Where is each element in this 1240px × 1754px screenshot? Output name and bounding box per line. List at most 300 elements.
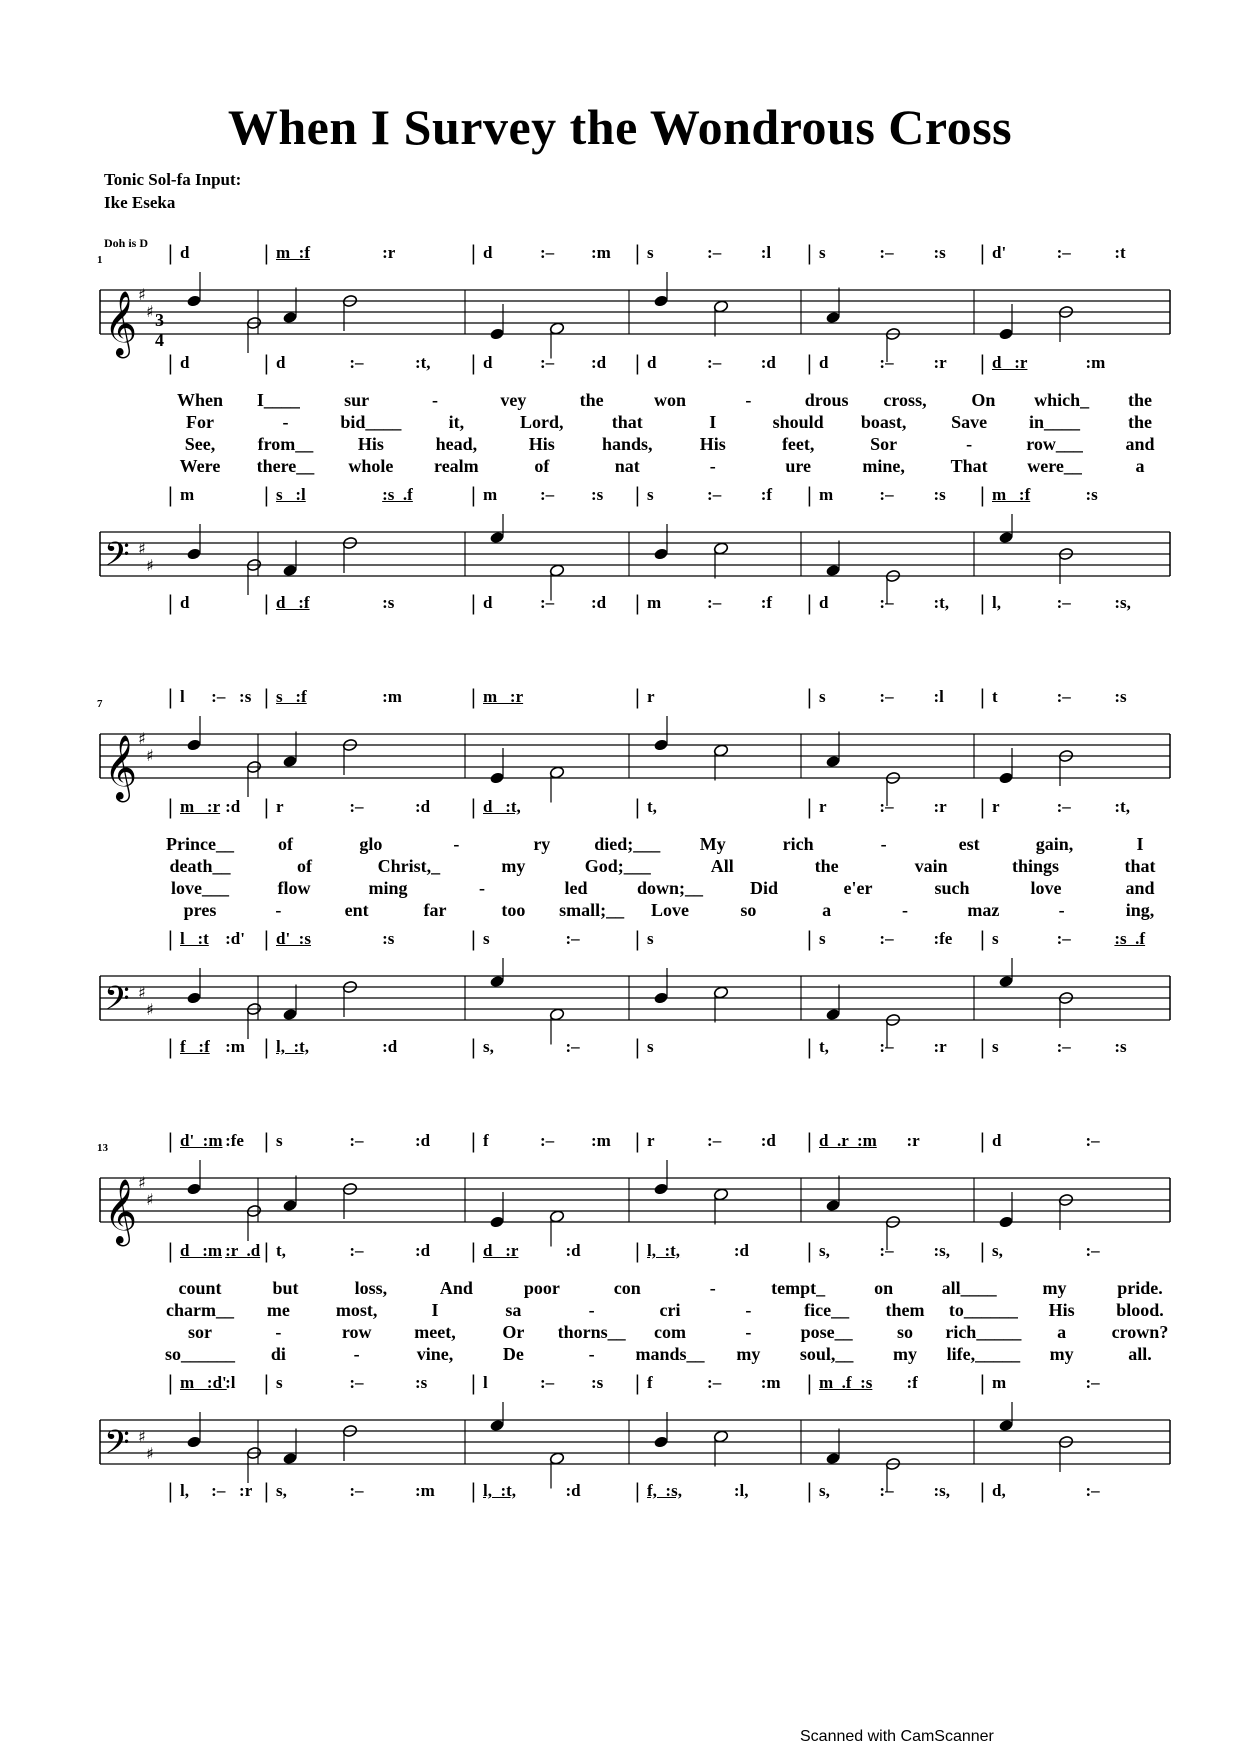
barline: | [264,1034,269,1059]
lyric-syllable: died;___ [594,834,661,854]
lyric-syllable: For [186,412,214,432]
bass-solfa-note: d :f [276,593,310,612]
tenor-solfa-note: s [483,929,490,948]
alto-solfa-note: :d [414,797,431,816]
bass-solfa-note: :d [382,1037,398,1056]
lyric-syllable: a [822,900,832,920]
lyric-syllable: and [1125,878,1155,898]
lyric-syllable: the [579,390,604,410]
lyric-syllable: I [709,412,717,432]
lyric-verse-2 [0,856,1240,878]
barline: | [471,482,476,507]
lyric-syllable: My [699,834,726,854]
sharp-icon: ♯ [138,539,146,558]
lyric-syllable: sa [505,1300,522,1320]
soprano-solfa-note: :– [1056,243,1071,262]
bass-solfa-note: s, [819,1481,830,1500]
alto-solfa-note: :– [349,797,364,816]
barline: | [168,926,173,951]
tenor-solfa-note: :f [760,485,773,504]
lyric-syllable: boast, [860,412,907,432]
sharp-icon: ♯ [138,729,146,748]
lyric-syllable: pose__ [800,1322,853,1342]
lyric-verse-3 [0,878,1240,900]
barline: | [264,350,269,375]
lyric-syllable: small;__ [559,900,625,920]
bass-staff [0,514,1240,604]
alto-solfa-note: m :r [180,797,221,816]
tenor-solfa-note: :fe [933,929,953,948]
barline: | [264,684,269,709]
lyric-syllable: death__ [169,856,231,876]
soprano-solfa-note: r [647,687,655,706]
bass-solfa-note: d [483,593,493,612]
bass-solfa-note: :r [239,1481,253,1500]
barline: | [635,240,640,265]
barline: | [807,482,812,507]
lyric-syllable: nat [614,456,640,476]
bass-solfa-note: d, [992,1481,1006,1500]
bass-staff [0,958,1240,1048]
soprano-solfa-note: :m [591,1131,611,1150]
lyric-syllable: tempt_ [771,1278,826,1298]
alto-solfa-note: :r [933,797,947,816]
lyric-syllable: Prince__ [166,834,234,854]
soprano-solfa-note: t [992,687,998,706]
page-title: When I Survey the Wondrous Cross [227,99,1013,155]
lyric-syllable: I [431,1300,439,1320]
lyric-syllable: life,_____ [946,1344,1021,1364]
treble-clef-icon: 𝄞 [104,735,138,800]
lyric-syllable: my [1042,1278,1067,1298]
lyric-syllable: See, [184,434,216,454]
lyric-syllable: whole [348,456,394,476]
tenor-solfa-note: :s [382,929,395,948]
barline: | [471,1478,476,1503]
barline: | [980,1370,985,1395]
barline: | [264,590,269,615]
alto-solfa-note: :– [879,797,894,816]
alto-solfa-note: r [819,797,827,816]
lyric-syllable: poor [523,1278,560,1298]
tenor-solfa-note: m [483,485,498,504]
lyric-syllable: soul,__ [799,1344,854,1364]
lyric-syllable: - [353,1344,360,1364]
tenor-solfa-note: s [992,929,999,948]
alto-solfa-note: r [276,797,284,816]
bass-solfa-note: :– [349,1481,364,1500]
sharp-icon: ♯ [146,1190,154,1209]
lyric-syllable: That [950,456,988,476]
alto-solfa-note: :m [1085,353,1106,372]
soprano-solfa-note: s [647,243,654,262]
bass-solfa-note: :r [933,1037,947,1056]
lyric-syllable: - [588,1300,595,1320]
sharp-icon: ♯ [138,285,146,304]
soprano-solfa-note: r [647,1131,655,1150]
lyric-syllable: - [709,456,716,476]
bass-solfa-note: s [647,1037,654,1056]
soprano-solfa-note: :– [540,243,555,262]
tenor-solfa-note: :– [707,485,722,504]
alto-solfa-note: :– [879,1241,894,1260]
soprano-solfa-note: :l [933,687,944,706]
barline: | [168,1128,173,1153]
sharp-icon: ♯ [138,983,146,1002]
barline: | [168,1370,173,1395]
lyric-syllable: but [272,1278,299,1298]
barline: | [980,684,985,709]
alto-solfa-row [0,1240,1240,1268]
lyric-syllable: His [528,434,555,454]
lyric-syllable: so [740,900,757,920]
scanner-watermark: Scanned with CamScanner [800,1728,994,1745]
treble-staff [0,272,1240,362]
soprano-solfa-note: :s [933,243,946,262]
tenor-solfa-note: :– [707,1373,722,1392]
barline: | [807,350,812,375]
lyric-syllable: All [710,856,734,876]
alto-solfa-note: t, [276,1241,286,1260]
alto-solfa-note: :t, [1114,797,1130,816]
lyric-syllable: should [772,412,824,432]
lyric-syllable: down;__ [636,878,703,898]
alto-solfa-note: d [483,353,493,372]
lyric-syllable: a [1057,1322,1067,1342]
tenor-solfa-row [0,1372,1240,1400]
alto-solfa-note: l, :t, [647,1241,681,1260]
tenor-solfa-note: :– [879,929,894,948]
barline: | [471,1238,476,1263]
barline: | [471,350,476,375]
lyric-verse-1 [0,834,1240,856]
bass-solfa-note: :– [707,593,722,612]
tenor-solfa-row [0,928,1240,956]
bass-solfa-note: :d [591,593,607,612]
bass-solfa-note: :s, [933,1481,950,1500]
alto-solfa-note: :d [565,1241,581,1260]
lyric-syllable: Save [951,412,988,432]
bass-solfa-note: f, :s, [647,1481,682,1500]
lyric-syllable: count [178,1278,222,1298]
lyric-syllable: hands, [601,434,653,454]
bass-staff [0,1402,1240,1492]
barline: | [807,1034,812,1059]
barline: | [471,1128,476,1153]
soprano-solfa-note: :– [707,243,722,262]
measure-number: 7 [97,698,103,710]
lyric-syllable: most, [335,1300,378,1320]
bass-solfa-note: :f [760,593,773,612]
lyric-syllable: far [423,900,447,920]
tenor-solfa-note: :– [349,1373,364,1392]
tenor-solfa-note: :s [1085,485,1098,504]
sharp-icon: ♯ [146,302,154,321]
lyric-syllable: And [439,1278,473,1298]
bass-solfa-note: :l, [733,1481,749,1500]
bass-solfa-note: f :f [180,1037,210,1056]
lyric-syllable: His [699,434,726,454]
alto-solfa-note: :t, [414,353,431,372]
sharp-icon: ♯ [146,746,154,765]
alto-solfa-note: d [819,353,829,372]
lyric-syllable: pride. [1117,1278,1163,1298]
alto-solfa-note: d [647,353,657,372]
lyric-syllable: - [966,434,973,454]
barline: | [471,794,476,819]
alto-solfa-note: :s, [933,1241,950,1260]
lyric-syllable: my [893,1344,917,1364]
barline: | [635,794,640,819]
barline: | [980,1478,985,1503]
barline: | [980,794,985,819]
lyric-syllable: were__ [1027,456,1082,476]
key-signature-label: Doh is D [104,236,149,250]
lyric-syllable: gain, [1035,834,1074,854]
bass-solfa-note: :– [211,1481,226,1500]
barline: | [264,1128,269,1153]
bass-solfa-note: :m [225,1037,245,1056]
lyric-syllable: to______ [948,1300,1018,1320]
lyric-syllable: vine, [416,1344,454,1364]
lyric-syllable: bid____ [340,412,402,432]
soprano-solfa-note: d [483,243,493,262]
lyric-syllable: Did [749,878,778,898]
tenor-solfa-note: m [992,1373,1007,1392]
bass-solfa-note: :– [879,593,894,612]
soprano-solfa-note: :r [906,1131,920,1150]
lyric-syllable: the [814,856,839,876]
lyric-syllable: from__ [257,434,314,454]
bass-solfa-note: s [992,1037,999,1056]
lyric-syllable: the [1128,390,1152,410]
barline: | [264,1478,269,1503]
barline: | [980,590,985,615]
barline: | [807,240,812,265]
soprano-solfa-note: :– [1085,1131,1100,1150]
lyric-syllable: it, [448,412,465,432]
lyric-syllable: fice__ [804,1300,850,1320]
lyric-syllable: love___ [171,878,229,898]
tenor-solfa-note: :d' [225,929,245,948]
tenor-solfa-note: :f [906,1373,918,1392]
barline: | [168,482,173,507]
barline: | [807,684,812,709]
soprano-solfa-note: s [819,243,826,262]
lyric-syllable: blood. [1116,1300,1164,1320]
lyric-syllable: De [502,1344,524,1364]
bass-solfa-note: l, :t, [276,1037,310,1056]
tenor-solfa-note: m [819,485,834,504]
tenor-solfa-note: m :d' [180,1373,227,1392]
lyric-syllable: - [745,1322,752,1342]
soprano-solfa-note: s [819,687,826,706]
tenor-solfa-note: :s .f [1114,929,1146,948]
soprano-solfa-note: :d [414,1131,431,1150]
barline: | [471,1370,476,1395]
time-signature: 3 [155,310,164,330]
soprano-solfa-row [0,242,1240,270]
tenor-solfa-note: :– [1056,929,1071,948]
lyric-syllable: Christ,_ [377,856,441,876]
barline: | [168,1478,173,1503]
tenor-solfa-note: :– [1085,1373,1100,1392]
lyric-syllable: - [275,900,282,920]
lyric-syllable: His [357,434,384,454]
barline: | [264,794,269,819]
soprano-solfa-note: m :r [483,687,524,706]
soprano-solfa-note: s [276,1131,283,1150]
lyric-syllable: pres [183,900,217,920]
soprano-solfa-row [0,686,1240,714]
soprano-solfa-note: :– [349,1131,364,1150]
tenor-solfa-note: :m [760,1373,781,1392]
soprano-solfa-note: l [180,687,185,706]
alto-solfa-note: d [276,353,286,372]
soprano-solfa-note: :d [760,1131,776,1150]
barline: | [471,926,476,951]
lyric-syllable: ent [344,900,369,920]
lyric-verse-4 [0,456,1240,478]
soprano-solfa-note: :r [382,243,396,262]
soprano-solfa-note: :– [707,1131,722,1150]
lyric-syllable: row___ [1026,434,1083,454]
soprano-solfa-note: f [483,1131,489,1150]
lyric-verse-4 [0,900,1240,922]
barline: | [264,482,269,507]
sharp-icon: ♯ [146,1444,154,1463]
lyric-syllable: Were [179,456,221,476]
treble-staff [0,1160,1240,1250]
bass-clef-icon: 𝄢 [104,980,130,1026]
tenor-solfa-note: l :t [180,929,209,948]
soprano-solfa-note: d' :m [180,1131,223,1150]
lyric-syllable: glo [359,834,383,854]
alto-solfa-note: d :m [180,1241,223,1260]
alto-solfa-row [0,352,1240,380]
barline: | [471,1034,476,1059]
lyric-syllable: Love [651,900,689,920]
alto-solfa-note: s, [819,1241,830,1260]
lyric-syllable: feet, [781,434,815,454]
lyric-syllable: - [1058,900,1065,920]
lyric-syllable: led [564,878,588,898]
lyric-syllable: e'er [843,878,873,898]
lyric-syllable: loss, [354,1278,388,1298]
soprano-solfa-note: d .r :m [819,1131,877,1150]
lyric-syllable: in____ [1029,412,1081,432]
lyric-syllable: - [453,834,460,854]
bass-solfa-note: :– [565,1037,580,1056]
lyric-syllable: my [1049,1344,1074,1364]
lyric-syllable: thorns__ [557,1322,626,1342]
lyric-syllable: His [1048,1300,1075,1320]
lyric-syllable: maz [967,900,1000,920]
lyric-syllable: - [745,390,752,410]
soprano-solfa-note: d [180,243,190,262]
lyric-syllable: est [958,834,980,854]
tenor-solfa-note: :s [933,485,946,504]
tenor-solfa-note: l [483,1373,488,1392]
alto-solfa-note: :– [349,353,364,372]
barline: | [168,684,173,709]
bass-solfa-note: s, [276,1481,287,1500]
barline: | [807,1238,812,1263]
bass-solfa-note: :– [1056,593,1071,612]
bass-solfa-row [0,1480,1240,1508]
lyric-syllable: - [479,878,485,898]
lyric-syllable: which_ [1034,390,1090,410]
lyric-syllable: rich [782,834,814,854]
lyric-syllable: - [432,390,438,410]
barline: | [168,1034,173,1059]
alto-solfa-note: :– [707,353,722,372]
tenor-solfa-note: s [647,929,654,948]
tenor-solfa-note: :l [225,1373,236,1392]
alto-solfa-row [0,796,1240,824]
lyric-syllable: of [296,856,312,876]
credit-name: Ike Eseka [104,193,176,212]
bass-solfa-note: :s [1114,1037,1127,1056]
lyric-syllable: Lord, [520,412,564,432]
alto-solfa-note: :– [1056,797,1071,816]
alto-solfa-note: :– [1085,1241,1100,1260]
lyric-syllable: mine, [862,456,905,476]
soprano-solfa-row [0,1130,1240,1158]
lyric-syllable: mands__ [635,1344,705,1364]
alto-solfa-note: t, [647,797,657,816]
barline: | [807,926,812,951]
barline: | [635,1478,640,1503]
tenor-solfa-note: :s .f [382,485,413,504]
lyric-syllable: a [1135,456,1145,476]
lyric-syllable: on [874,1278,894,1298]
lyric-syllable: Or [502,1322,525,1342]
alto-solfa-note: :r [933,353,947,372]
bass-solfa-note: s, [483,1037,494,1056]
sharp-icon: ♯ [138,1173,146,1192]
barline: | [471,590,476,615]
tenor-solfa-note: :– [540,1373,555,1392]
lyric-syllable: sor [188,1322,212,1342]
lyric-syllable: - [282,412,289,432]
lyric-syllable: too [501,900,526,920]
tenor-solfa-note: s [819,929,826,948]
soprano-solfa-note: :s [1114,687,1127,706]
bass-solfa-note: d [819,593,829,612]
bass-solfa-row [0,1036,1240,1064]
soprano-solfa-note: :s [239,687,252,706]
lyric-syllable: When [176,390,223,410]
barline: | [168,590,173,615]
lyric-syllable: cri [659,1300,681,1320]
lyric-syllable: On [971,390,996,410]
lyric-syllable: won [653,390,686,410]
alto-solfa-note: d :r [483,1241,519,1260]
bass-solfa-note: :– [1056,1037,1071,1056]
lyric-syllable: head, [435,434,478,454]
bass-solfa-note: t, [819,1037,829,1056]
barline: | [980,350,985,375]
barline: | [635,590,640,615]
lyric-syllable: meet, [414,1322,456,1342]
lyric-syllable: my [501,856,526,876]
lyric-syllable: things [1012,856,1060,876]
lyric-syllable: ming [368,878,408,898]
lyric-syllable: all. [1128,1344,1152,1364]
barline: | [168,794,173,819]
alto-solfa-note: d :r [992,353,1028,372]
